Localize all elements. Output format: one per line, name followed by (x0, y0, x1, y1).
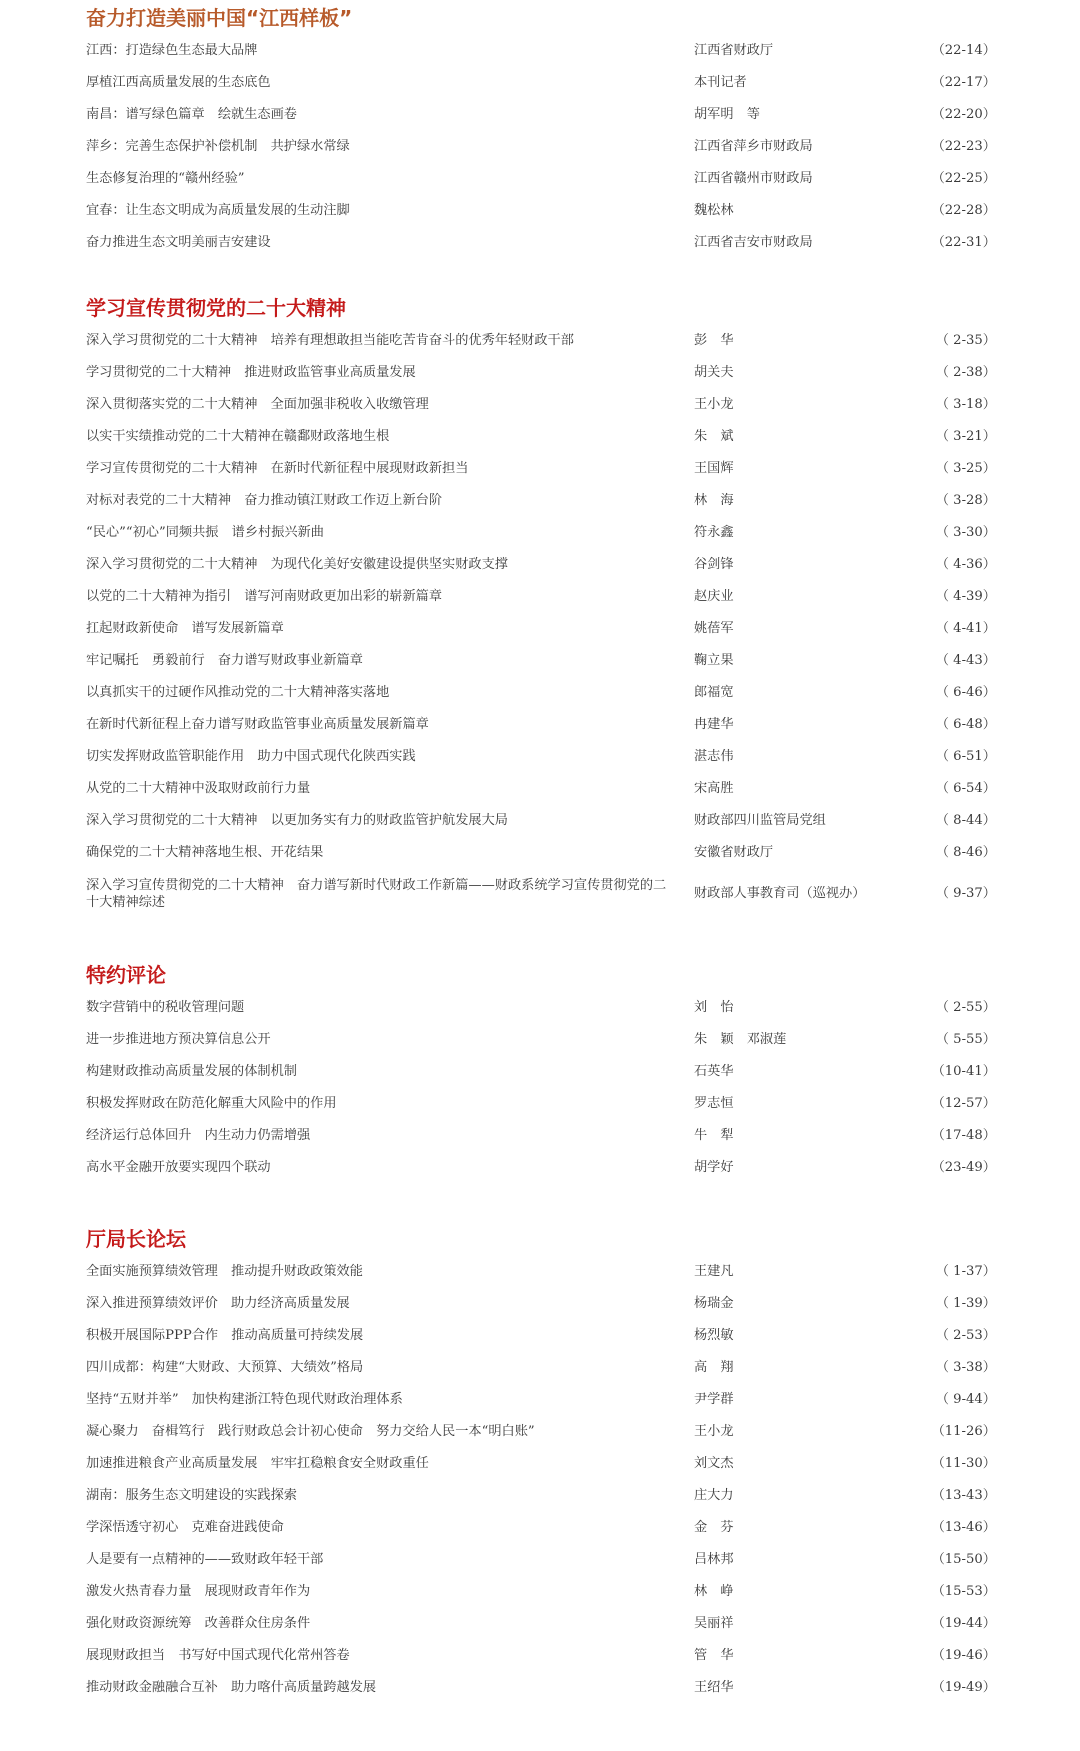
article-title: 奋力推进生态文明美丽吉安建设 (86, 235, 271, 250)
article-author: 金 芬 (694, 1520, 734, 1535)
issue-page: （ 3-38） (935, 1360, 996, 1375)
article-title: 学习宣传贯彻党的二十大精神 在新时代新征程中展现财政新担当 (86, 461, 469, 476)
issue-page: （ 9-44） (935, 1392, 996, 1407)
article-title: 积极发挥财政在防范化解重大风险中的作用 (86, 1096, 337, 1111)
article-author: 胡学好 (694, 1160, 734, 1175)
article-author: 石英华 (694, 1064, 734, 1079)
article-title: 以实干实绩推动党的二十大精神在赣鄱财政落地生根 (86, 429, 390, 444)
article-author: 王绍华 (694, 1680, 734, 1695)
issue-page: （11-30） (931, 1456, 996, 1471)
toc-row[interactable] (0, 1420, 1080, 1444)
issue-page: （22-31） (931, 235, 996, 250)
article-title: 加速推进粮食产业高质量发展 牢牢扛稳粮食安全财政重任 (86, 1456, 429, 1471)
issue-page: （12-57） (931, 1096, 996, 1111)
toc-row[interactable] (0, 135, 1080, 159)
article-title: 宜春：让生态文明成为高质量发展的生动注脚 (86, 203, 350, 218)
toc-row[interactable] (0, 809, 1080, 833)
article-author: 杨瑞金 (694, 1296, 734, 1311)
toc-row[interactable] (0, 329, 1080, 353)
issue-page: （ 2-53） (935, 1328, 996, 1343)
article-title: 学深悟透守初心 克难奋进践使命 (86, 1520, 284, 1535)
issue-page: （22-17） (931, 75, 996, 90)
toc-row[interactable] (0, 1548, 1080, 1572)
article-author: 彭 华 (694, 333, 734, 348)
article-author: 朱 斌 (694, 429, 734, 444)
issue-page: （22-25） (931, 171, 996, 186)
issue-page: （22-23） (931, 139, 996, 154)
toc-row[interactable] (0, 167, 1080, 191)
toc-row[interactable] (0, 521, 1080, 545)
issue-page: （ 9-37） (935, 886, 996, 901)
issue-page: （10-41） (931, 1064, 996, 1079)
article-author: 郎福宽 (694, 685, 734, 700)
issue-page: （23-49） (931, 1160, 996, 1175)
article-author: 刘 怡 (694, 1000, 734, 1015)
article-title: 深入贯彻落实党的二十大精神 全面加强非税收入收缴管理 (86, 397, 429, 412)
issue-page: （ 2-38） (935, 365, 996, 380)
article-title: 深入推进预算绩效评价 助力经济高质量发展 (86, 1296, 350, 1311)
toc-row[interactable] (0, 393, 1080, 417)
issue-page: （13-46） (931, 1520, 996, 1535)
toc-row[interactable] (0, 777, 1080, 801)
article-author: 湛志伟 (694, 749, 734, 764)
article-title: 强化财政资源统筹 改善群众住房条件 (86, 1616, 311, 1631)
article-title: 积极开展国际PPP合作 推动高质量可持续发展 (86, 1328, 364, 1343)
toc-row[interactable] (0, 617, 1080, 641)
toc-row[interactable] (0, 1124, 1080, 1148)
toc-row[interactable] (0, 841, 1080, 865)
toc-row[interactable] (0, 1484, 1080, 1508)
toc-row[interactable] (0, 231, 1080, 255)
article-title: 生态修复治理的“赣州经验” (86, 171, 245, 186)
issue-page: （ 8-46） (935, 845, 996, 860)
toc-row[interactable] (0, 1452, 1080, 1476)
article-author: 刘文杰 (694, 1456, 734, 1471)
issue-page: （ 3-21） (935, 429, 996, 444)
article-author: 安徽省财政厅 (694, 845, 774, 860)
article-title: 切实发挥财政监管职能作用 助力中国式现代化陕西实践 (86, 749, 416, 764)
article-author: 吴丽祥 (694, 1616, 734, 1631)
issue-page: （22-28） (931, 203, 996, 218)
article-title: 以党的二十大精神为指引 谱写河南财政更加出彩的崭新篇章 (86, 589, 443, 604)
article-author: 庄大力 (694, 1488, 734, 1503)
toc-row[interactable] (0, 39, 1080, 63)
issue-page: （ 2-35） (935, 333, 996, 348)
toc-row[interactable] (0, 1092, 1080, 1116)
article-author: 姚蓓军 (694, 621, 734, 636)
article-title: 湖南：服务生态文明建设的实践探索 (86, 1488, 297, 1503)
toc-row[interactable] (0, 1644, 1080, 1668)
toc-row[interactable] (0, 425, 1080, 449)
article-title: 厚植江西高质量发展的生态底色 (86, 75, 271, 90)
toc-row[interactable] (0, 199, 1080, 223)
article-author: 王小龙 (694, 1424, 734, 1439)
article-author: 高 翔 (694, 1360, 734, 1375)
article-title: 深入学习贯彻党的二十大精神 以更加务实有力的财政监管护航发展大局 (86, 813, 508, 828)
toc-row[interactable] (0, 1324, 1080, 1348)
toc-row[interactable] (0, 361, 1080, 385)
article-title: 学习贯彻党的二十大精神 推进财政监管事业高质量发展 (86, 365, 416, 380)
toc-row[interactable] (0, 457, 1080, 481)
toc-row[interactable] (0, 1060, 1080, 1084)
article-author: 谷剑锋 (694, 557, 734, 572)
toc-row[interactable] (0, 996, 1080, 1020)
article-author: 江西省吉安市财政局 (694, 235, 813, 250)
toc-row[interactable] (0, 1516, 1080, 1540)
section-title: 学习宣传贯彻党的二十大精神 (86, 296, 346, 320)
section-title: 奋力打造美丽中国“江西样板” (86, 6, 353, 30)
article-title: 扛起财政新使命 谱写发展新篇章 (86, 621, 284, 636)
toc-row[interactable] (0, 1156, 1080, 1180)
article-author: 胡军明 等 (694, 107, 760, 122)
article-title: 以真抓实干的过硬作风推动党的二十大精神落实落地 (86, 685, 390, 700)
article-title: 深入学习贯彻党的二十大精神 培养有理想敢担当能吃苦肯奋斗的优秀年轻财政干部 (86, 333, 574, 348)
article-author: 江西省萍乡市财政局 (694, 139, 813, 154)
article-author: 王小龙 (694, 397, 734, 412)
issue-page: （ 4-43） (935, 653, 996, 668)
issue-page: （ 8-44） (935, 813, 996, 828)
issue-page: （13-43） (931, 1488, 996, 1503)
article-title: 对标对表党的二十大精神 奋力推动镇江财政工作迈上新台阶 (86, 493, 443, 508)
issue-page: （ 6-48） (935, 717, 996, 732)
toc-row[interactable] (0, 1580, 1080, 1604)
toc-row[interactable] (0, 874, 1080, 914)
toc-row[interactable] (0, 681, 1080, 705)
article-title: 展现财政担当 书写好中国式现代化常州答卷 (86, 1648, 350, 1663)
issue-page: （ 3-18） (935, 397, 996, 412)
issue-page: （ 3-28） (935, 493, 996, 508)
article-author: 杨烈敏 (694, 1328, 734, 1343)
article-author: 财政部四川监管局党组 (694, 813, 826, 828)
issue-page: （ 4-36） (935, 557, 996, 572)
issue-page: （19-44） (931, 1616, 996, 1631)
article-author: 江西省财政厅 (694, 43, 774, 58)
article-author: 赵庆业 (694, 589, 734, 604)
article-title: 激发火热青春力量 展现财政青年作为 (86, 1584, 311, 1599)
article-author: 冉建华 (694, 717, 734, 732)
article-author: 本刊记者 (694, 75, 747, 90)
article-title: 构建财政推动高质量发展的体制机制 (86, 1064, 297, 1079)
issue-page: （ 6-54） (935, 781, 996, 796)
issue-page: （22-14） (931, 43, 996, 58)
article-title: 四川成都：构建“大财政、大预算、大绩效”格局 (86, 1360, 364, 1375)
issue-page: （11-26） (931, 1424, 996, 1439)
article-author: 江西省赣州市财政局 (694, 171, 813, 186)
article-title: 深入学习宣传贯彻党的二十大精神 奋力谱写新时代财政工作新篇——财政系统学习宣传贯彻党的二十大精神综述 (86, 878, 667, 910)
issue-page: （ 2-55） (935, 1000, 996, 1015)
article-title: 全面实施预算绩效管理 推动提升财政政策效能 (86, 1264, 363, 1279)
toc-row[interactable] (0, 649, 1080, 673)
article-author: 罗志恒 (694, 1096, 734, 1111)
article-author: 尹学群 (694, 1392, 734, 1407)
issue-page: （ 3-30） (935, 525, 996, 540)
issue-page: （ 5-55） (935, 1032, 996, 1047)
article-title: 江西：打造绿色生态最大品牌 (86, 43, 258, 58)
toc-row[interactable] (0, 1292, 1080, 1316)
article-title: 人是要有一点精神的——致财政年轻干部 (86, 1552, 324, 1567)
section-title: 厅局长论坛 (86, 1227, 186, 1251)
article-title: 经济运行总体回升 内生动力仍需增强 (86, 1128, 311, 1143)
article-title: 从党的二十大精神中汲取财政前行力量 (86, 781, 311, 796)
issue-page: （ 6-46） (935, 685, 996, 700)
article-author: 魏松林 (694, 203, 734, 218)
toc-row[interactable] (0, 1356, 1080, 1380)
article-author: 王国辉 (694, 461, 734, 476)
article-author: 吕林邦 (694, 1552, 734, 1567)
article-title: 高水平金融开放要实现四个联动 (86, 1160, 271, 1175)
article-author: 鞠立果 (694, 653, 734, 668)
article-author: 财政部人事教育司（巡视办） (694, 886, 866, 901)
toc-row[interactable] (0, 553, 1080, 577)
toc-row[interactable] (0, 745, 1080, 769)
issue-page: （ 4-39） (935, 589, 996, 604)
article-title: 深入学习贯彻党的二十大精神 为现代化美好安徽建设提供坚实财政支撑 (86, 557, 508, 572)
issue-page: （19-46） (931, 1648, 996, 1663)
article-title: 牢记嘱托 勇毅前行 奋力谱写财政事业新篇章 (86, 653, 363, 668)
article-title: 坚持“五财并举” 加快构建浙江特色现代财政治理体系 (86, 1392, 403, 1407)
toc-row[interactable] (0, 489, 1080, 513)
article-author: 朱 颖 邓淑莲 (694, 1032, 787, 1047)
article-author: 符永鑫 (694, 525, 734, 540)
article-author: 王建凡 (694, 1264, 734, 1279)
toc-row[interactable] (0, 585, 1080, 609)
toc-row[interactable] (0, 103, 1080, 127)
article-author: 宋高胜 (694, 781, 734, 796)
issue-page: （ 1-39） (935, 1296, 996, 1311)
toc-row[interactable] (0, 1676, 1080, 1700)
issue-page: （22-20） (931, 107, 996, 122)
article-title: 推动财政金融融合互补 助力喀什高质量跨越发展 (86, 1680, 377, 1695)
issue-page: （ 4-41） (935, 621, 996, 636)
article-title: 数字营销中的税收管理问题 (86, 1000, 245, 1015)
article-title: 萍乡：完善生态保护补偿机制 共护绿水常绿 (86, 139, 350, 154)
article-author: 林 峥 (694, 1584, 734, 1599)
article-author: 胡关夫 (694, 365, 734, 380)
toc-row[interactable] (0, 1260, 1080, 1284)
issue-page: （15-50） (931, 1552, 996, 1567)
article-author: 管 华 (694, 1648, 734, 1663)
toc-row[interactable] (0, 713, 1080, 737)
article-title: 确保党的二十大精神落地生根、开花结果 (86, 845, 324, 860)
toc-row[interactable] (0, 1388, 1080, 1412)
issue-page: （15-53） (931, 1584, 996, 1599)
section-title: 特约评论 (86, 963, 166, 987)
issue-page: （17-48） (931, 1128, 996, 1143)
article-title: “民心”“初心”同频共振 谱乡村振兴新曲 (86, 525, 324, 540)
issue-page: （ 1-37） (935, 1264, 996, 1279)
article-title: 南昌：谱写绿色篇章 绘就生态画卷 (86, 107, 297, 122)
toc-row[interactable] (0, 1612, 1080, 1636)
article-title: 在新时代新征程上奋力谱写财政监管事业高质量发展新篇章 (86, 717, 429, 732)
toc-row[interactable] (0, 1028, 1080, 1052)
issue-page: （ 3-25） (935, 461, 996, 476)
article-author: 牛 犁 (694, 1128, 734, 1143)
article-author: 林 海 (694, 493, 734, 508)
issue-page: （19-49） (931, 1680, 996, 1695)
toc-row[interactable] (0, 71, 1080, 95)
issue-page: （ 6-51） (935, 749, 996, 764)
article-title: 凝心聚力 奋楫笃行 践行财政总会计初心使命 努力交给人民一本“明白账” (86, 1424, 535, 1439)
article-title: 进一步推进地方预决算信息公开 (86, 1032, 271, 1047)
